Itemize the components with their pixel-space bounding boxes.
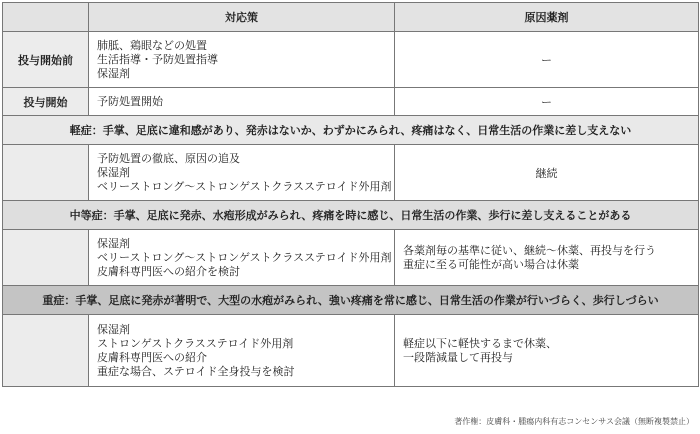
drug-moderate (395, 230, 699, 286)
measure-item: 予防処置の徹底、原因の追及 (97, 151, 240, 165)
row-stub-moderate (3, 230, 89, 286)
measures-severe (89, 315, 395, 387)
table-row-mild (3, 145, 699, 201)
row-label-before-start: 投与開始前 (3, 32, 89, 88)
measure-item: 保湿剤 (97, 66, 130, 80)
severity-moderate-title: 中等症：手掌、足底に発赤、水疱形成がみられ、疼痛を時に感じ、日常生活の作業、歩行に差し支えることがある (3, 201, 699, 230)
measure-item: 予防処置開始 (97, 94, 163, 108)
measure-item: 保湿剤 (97, 236, 130, 250)
table-row-moderate (3, 230, 699, 286)
severity-mild-title: 軽症：手掌、足底に違和感があり、発赤はないか、わずかにみられ、疼痛はなく、日常生活の作業に差し支えない (3, 116, 699, 145)
severity-severe-title: 重症：手掌、足底に発赤が著明で、大型の水疱がみられ、強い疼痛を常に感じ、日常生活の作業が行いづらく、歩行しづらい (3, 286, 699, 315)
header-corner-cell (3, 3, 89, 32)
measure-item: 生活指導・予防処置指導 (97, 52, 218, 66)
header-measures: 対応策 (89, 3, 395, 32)
drug-item: 軽症以下に軽快するまで休薬、 (403, 336, 557, 350)
measure-item: 肺胝、鶏眼などの処置 (97, 38, 207, 52)
measures-start (89, 88, 395, 116)
table-header-row (3, 3, 699, 32)
table-row-start (3, 88, 699, 116)
measures-moderate (89, 230, 395, 286)
measure-item: 皮膚科専門医への紹介を検討 (97, 264, 240, 278)
severity-moderate-row (3, 201, 699, 230)
copyright-footnote: 著作権：皮膚科・腫瘍内科有志コンセンサス会議（無断複製禁止） (454, 417, 694, 426)
drug-before-start: ー (395, 32, 699, 88)
row-stub-severe (3, 315, 89, 387)
drug-severe (395, 315, 699, 387)
measure-item: 重症な場合、ステロイド全身投与を検討 (97, 364, 295, 378)
severity-severe-row (3, 286, 699, 315)
table-row-severe (3, 315, 699, 387)
measures-mild (89, 145, 395, 201)
measure-item: 保湿剤 (97, 322, 130, 336)
drug-item: 各薬剤毎の基準に従い、継続〜休薬、再投与を行う (403, 243, 656, 257)
measure-item: 保湿剤 (97, 165, 130, 179)
drug-mild: 継続 (395, 145, 699, 201)
row-stub-mild (3, 145, 89, 201)
drug-item: 一段階減量して再投与 (403, 350, 513, 364)
guideline-table (2, 2, 699, 387)
measure-item: ベリーストロング〜ストロンゲストクラスステロイド外用剤 (97, 179, 392, 193)
measure-item: ストロンゲストクラスステロイド外用剤 (97, 336, 294, 350)
severity-mild-row (3, 116, 699, 145)
drug-item: 重症に至る可能性が高い場合は休薬 (403, 257, 579, 271)
measures-before-start (89, 32, 395, 88)
measure-item: 皮膚科専門医への紹介 (97, 350, 207, 364)
row-label-start: 投与開始 (3, 88, 89, 116)
drug-start: ー (395, 88, 699, 116)
measure-item: ベリーストロング〜ストロンゲストクラスステロイド外用剤 (97, 250, 392, 264)
header-drug: 原因薬剤 (395, 3, 699, 32)
table-row-before-start (3, 32, 699, 88)
